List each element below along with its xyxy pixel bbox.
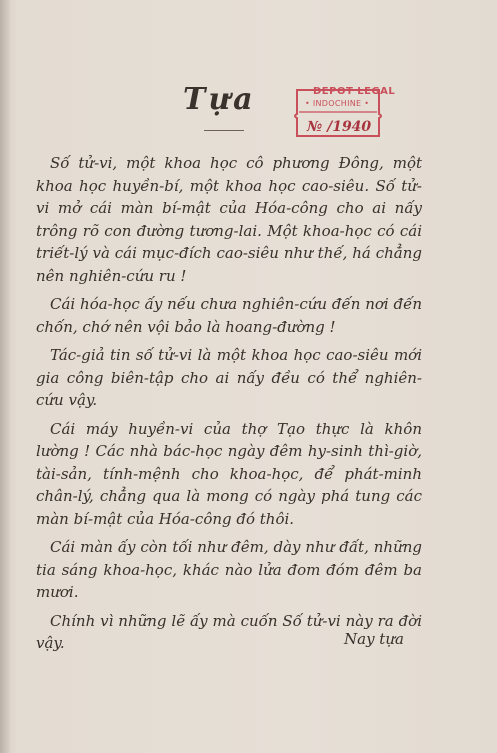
paragraph: Cái hóa-học ấy nếu chưa nghiên-cứu đến nơi đến chốn, chớ nên vội bảo là hoang-đường ! [36,295,422,336]
title-divider [204,130,244,131]
paragraph: Số tử-vi, một khoa học cô phương Đông, một khoa học huyền-bí, một khoa học cao-siêu. Số tử-vi mở cái màn bí-mật của Hóa-công cho ai nấy trông rõ con đường tương-lai. Một khoa-học có cái triết-lý và cái mục-đích cao-siêu như thế, há chẳng nên nghiên-cứu ru ! [36,154,422,285]
stamp-registration-number: № /1940 [307,119,372,135]
paragraph: Cái màn ấy còn tối như đêm, dày như đất, những tia sáng khoa-học, khác nào lửa đom đóm đêm ba mươi. [36,538,422,601]
depot-legal-stamp [291,84,396,142]
signature-line: Nay tựa [344,630,404,648]
binding-edge [0,0,10,753]
stamp-heading: DEPOT LEGAL [313,86,396,97]
stamp-region: • INDOCHINE • [305,99,370,108]
page-title: Tựa [183,82,256,117]
preface-body [36,152,422,661]
paragraph: Chính vì những lẽ ấy mà cuốn Số tử-vi này ra đời vậy. [36,611,422,652]
paragraph: Tác-giả tin số tử-vi là một khoa học cao-siêu mới gia công biên-tập cho ai nấy đều có thể nghiên-cứu vậy. [36,346,422,409]
paragraph: Cái máy huyền-vi của thợ Tạo thực là khôn lường ! Các nhà bác-học ngày đêm hy-sinh thì-giờ, tài-sản, tính-mệnh cho khoa-học, để phát-minh chân-lý, chẳng qua là mong có ngày phá tung các màn bí-mật của Hóa-công đó thôi. [36,419,422,528]
